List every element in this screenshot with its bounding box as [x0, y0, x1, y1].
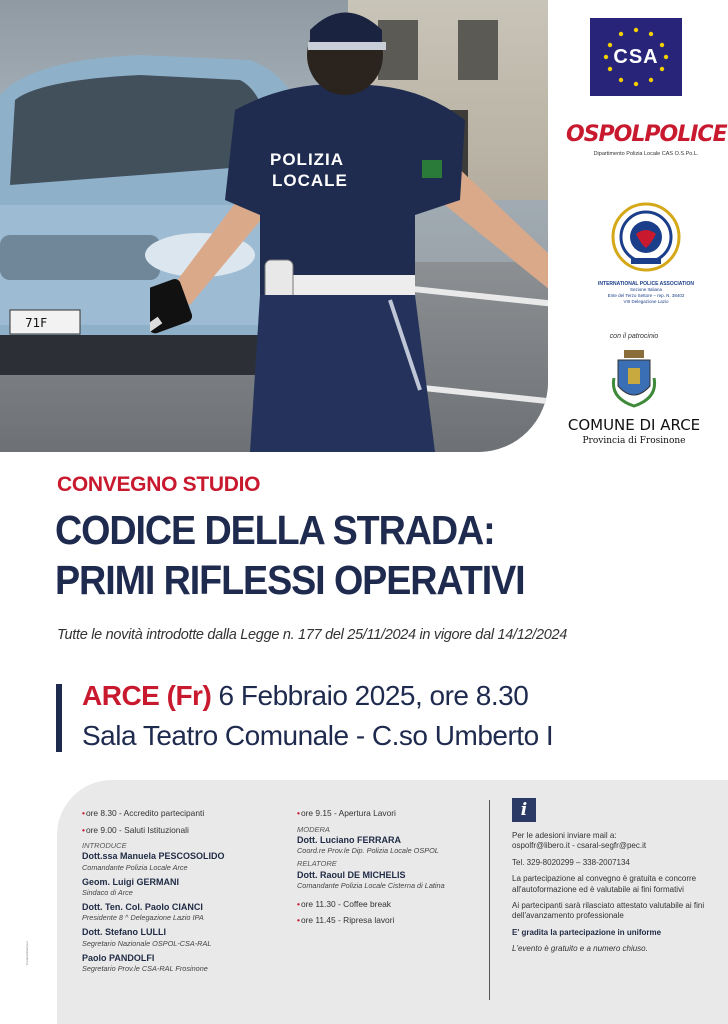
schedule-item: •ore 11.30 - Coffee break	[297, 898, 391, 909]
arce-crest-icon	[608, 348, 660, 410]
vest-text-line1: POLIZIA	[270, 150, 345, 169]
police-officer-illustration	[150, 0, 548, 452]
event-title	[55, 505, 525, 605]
contact-phones[interactable]: Tel. 329-8020299 – 338-2007134	[512, 857, 630, 867]
signup-instructions: Per le adesioni inviare mail a:	[512, 831, 617, 840]
speaker-name: Paolo PANDOLFI	[82, 952, 155, 963]
speaker-name: Geom. Luigi GERMANI	[82, 876, 180, 887]
comune-province: Provincia di Frosinone	[582, 436, 686, 446]
signup-emails[interactable]: ospolfr@libero.it - csaral-segfr@pec.it	[512, 841, 647, 851]
ipa-title: INTERNATIONAL POLICE ASSOCIATION	[598, 281, 694, 287]
ipa-registry: Ente del Terzo Settore – rep. N. 38402	[607, 292, 685, 298]
partner-logos	[560, 0, 728, 460]
csa-logo-text: CSA	[613, 45, 659, 68]
ospol-subtitle: Dipartimento Polizia Locale CAS O.S.Po.L.	[593, 151, 699, 157]
printer-credit: CreativeStampa.it	[25, 941, 29, 965]
csa-logo	[590, 18, 682, 96]
uniform-note: E' gradita la partecipazione in uniforme	[512, 927, 662, 937]
event-place: ARCE (Fr)	[82, 680, 212, 711]
event-title-line2: PRIMI RIFLESSI OPERATIVI	[55, 557, 525, 603]
speaker-role: Sindaco di Arce	[82, 887, 133, 897]
moderator-name: Dott. Luciano FERRARA	[297, 834, 401, 845]
role-label: RELATORE	[297, 859, 337, 869]
speaker-role: Segretario Prov.le CSA-RAL Frosinone	[82, 964, 208, 974]
ospol-wordmark: OSPOLPOLICE	[566, 122, 727, 147]
program-panel	[57, 780, 728, 1024]
hero-photo	[0, 0, 548, 452]
event-venue: Sala Teatro Comunale - C.so Umberto I	[82, 720, 554, 751]
eu-stars-icon	[590, 18, 682, 96]
schedule-item: •ore 9.15 - Apertura Lavori	[297, 808, 396, 818]
event-when	[82, 680, 528, 712]
role-label: INTRODUCE	[82, 841, 127, 850]
schedule-item: •ore 11.45 - Ripresa lavori	[297, 915, 395, 926]
speaker-name: Dott. Ten. Col. Paolo CIANCI	[82, 902, 203, 913]
comune-name: COMUNE DI ARCE	[567, 416, 701, 434]
speaker-name: Dott. Raoul DE MICHELIS	[297, 869, 406, 880]
speaker-name: Dott. Stefano LULLI	[82, 927, 166, 938]
event-subtitle: Tutte le novità introdotte dalla Legge n. 177 del 25/11/2024 in vigore dal 14/12/2024	[57, 627, 568, 643]
speaker-role: Segretario Nazionale OSPOL-CSA-RAL	[82, 938, 212, 948]
schedule-item: •ore 8.30 - Accredito partecipanti	[82, 808, 205, 818]
ipa-badge-icon	[609, 200, 683, 274]
speaker-role: Presidente 8 ^ Delegazione Lazio IPA	[82, 913, 204, 923]
program-column-2	[297, 808, 497, 932]
info-icon: i	[512, 798, 536, 822]
ospol-logo	[566, 122, 726, 157]
ipa-delegation: VIII Delegazione Lazio	[623, 298, 669, 304]
patronage-label: con il patrocinio	[609, 333, 659, 340]
participation-note: La partecipazione al convegno è gratuita e concorre all'autoformazione ed è valutabile ai fini formativi	[512, 874, 697, 894]
accent-bar	[56, 684, 62, 752]
license-plate: 71F	[25, 316, 48, 330]
certificate-note: Ai partecipanti sarà rilasciato attestato valutabile ai fini dell'avanzamento professionale	[512, 900, 705, 921]
info-column	[512, 798, 717, 961]
comune-di-arce	[560, 416, 708, 446]
ipa-logo	[566, 200, 726, 304]
free-event-note: L'evento è gratuito e a numero chiuso.	[512, 944, 648, 954]
event-title-line1: CODICE DELLA STRADA:	[55, 507, 495, 553]
speaker-role: Comandante Polizia Locale Arce	[82, 862, 188, 872]
event-kicker: CONVEGNO STUDIO	[57, 473, 261, 496]
column-divider	[489, 800, 490, 1000]
vest-text-line2: LOCALE	[272, 171, 348, 190]
event-date: 6 Febbraio 2025, ore 8.30	[211, 680, 529, 711]
program-column-1	[82, 808, 297, 973]
ipa-section: Sezione Italiana	[629, 287, 663, 293]
speaker-name: Dott.ssa Manuela PESCOSOLIDO	[82, 851, 225, 862]
speaker-role: Comandante Polizia Locale Cisterna di Latina	[297, 880, 445, 890]
moderator-role: Coord.re Prov.le Dip. Polizia Locale OSPOL	[297, 846, 439, 856]
role-label: MODERA	[297, 824, 330, 834]
schedule-item: •ore 9.00 - Saluti Istituzionali	[82, 824, 189, 835]
